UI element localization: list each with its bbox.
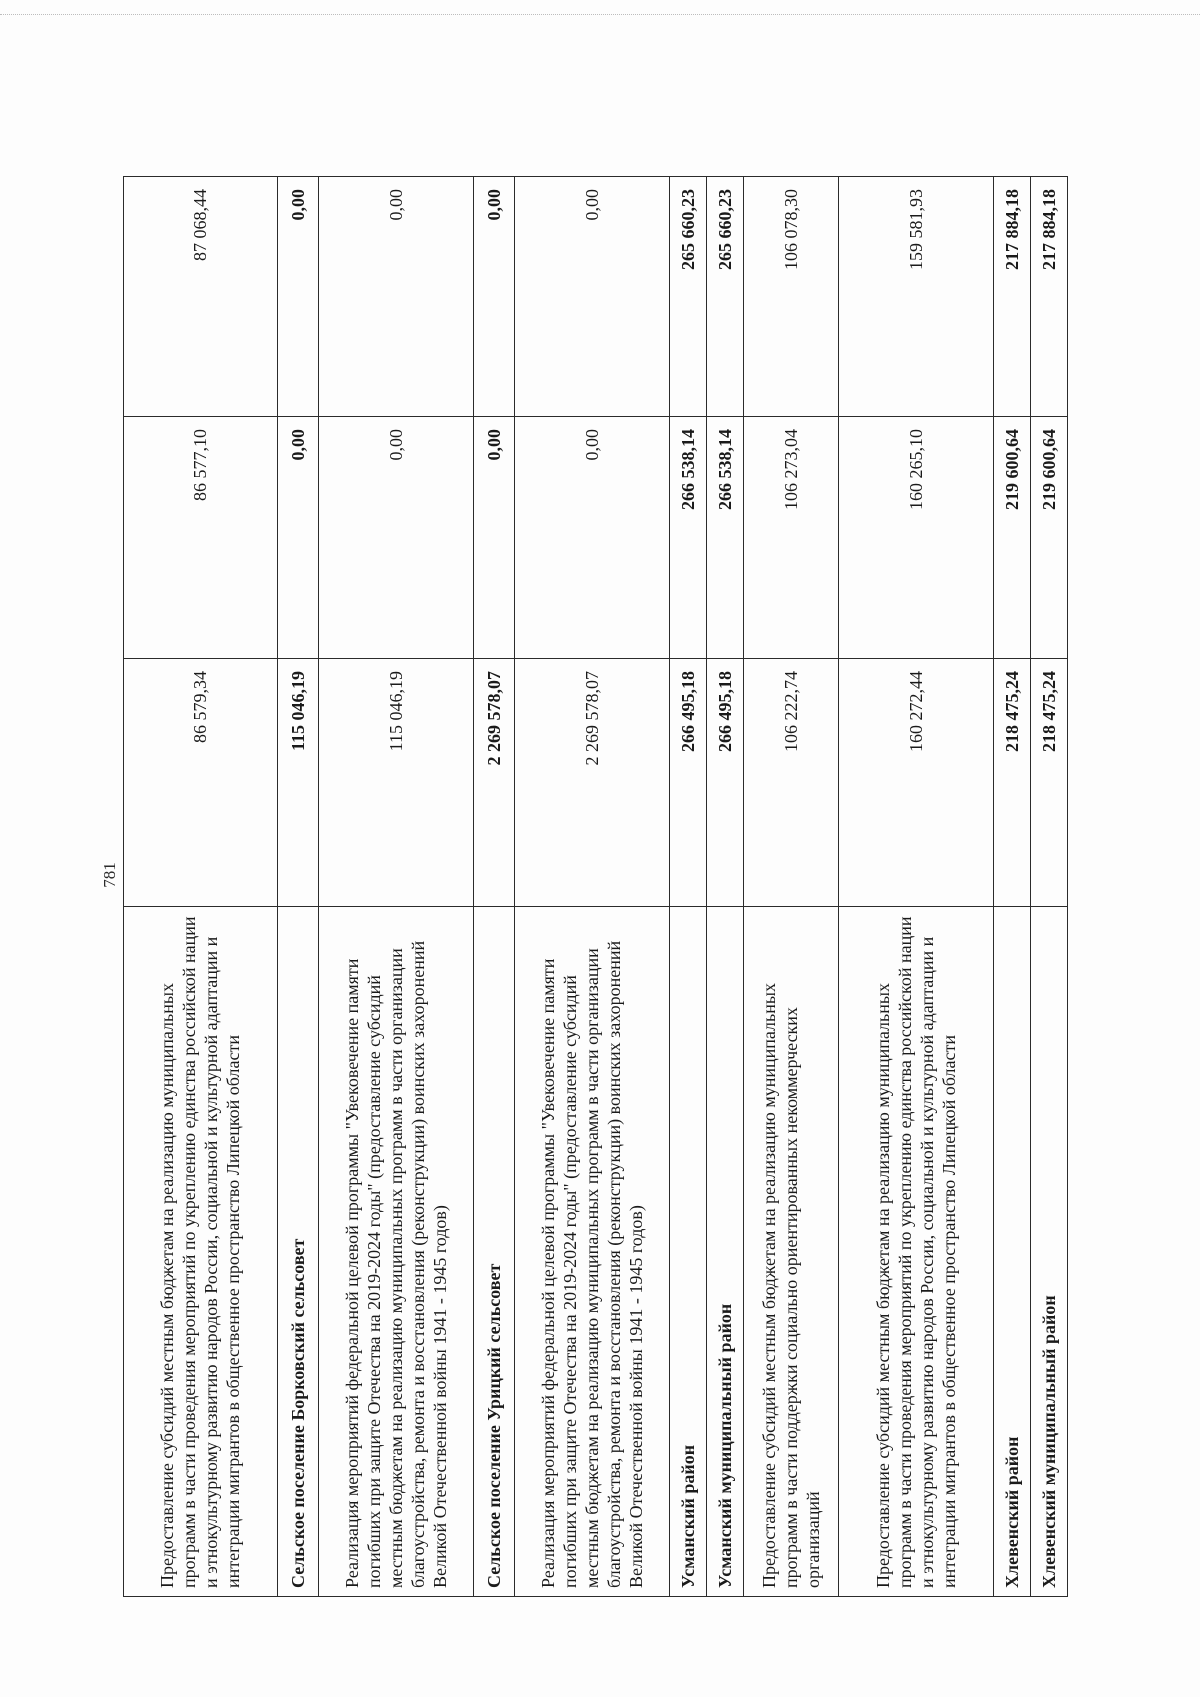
table-row bbox=[706, 177, 743, 1597]
page-number: 781 bbox=[100, 862, 119, 888]
row-value-1: 160 272,44 bbox=[838, 659, 994, 907]
table-row bbox=[1031, 177, 1068, 1597]
row-value-3: 0,00 bbox=[277, 177, 318, 417]
row-value-3: 0,00 bbox=[474, 177, 515, 417]
row-value-2: 0,00 bbox=[515, 417, 670, 659]
row-value-3: 265 660,23 bbox=[706, 177, 743, 417]
row-description: Предоставление субсидий местным бюджетам на реализацию муниципальных программ в части проведения мероприятий по укреплению единства российской нации и этнокультурному развитию народов России, социальной и культурной адаптации и интеграции мигрантов в общественное пространство Липецкой области bbox=[124, 907, 278, 1597]
row-description: Предоставление субсидий местным бюджетам на реализацию муниципальных программ в части проведения мероприятий по укреплению единства российской нации и этнокультурному развитию народов России, социальной и культурной адаптации и интеграции мигрантов в общественное пространство Липецкой области bbox=[838, 907, 994, 1597]
row-description: Хлевенский муниципальный район bbox=[1031, 907, 1068, 1597]
row-value-3: 217 884,18 bbox=[994, 177, 1031, 417]
row-value-2: 160 265,10 bbox=[838, 417, 994, 659]
table-row bbox=[277, 177, 318, 1597]
row-description: Хлевенский район bbox=[994, 907, 1031, 1597]
row-description: Усманский район bbox=[670, 907, 707, 1597]
row-value-2: 0,00 bbox=[318, 417, 474, 659]
table-row bbox=[124, 177, 278, 1597]
row-value-3: 217 884,18 bbox=[1031, 177, 1068, 417]
row-value-1: 218 475,24 bbox=[1031, 659, 1068, 907]
row-value-3: 265 660,23 bbox=[670, 177, 707, 417]
table-row bbox=[743, 177, 838, 1597]
row-value-1: 2 269 578,07 bbox=[515, 659, 670, 907]
row-description: Усманский муниципальный район bbox=[706, 907, 743, 1597]
scan-edge-line bbox=[0, 14, 1200, 15]
row-value-2: 266 538,14 bbox=[670, 417, 707, 659]
row-value-2: 106 273,04 bbox=[743, 417, 838, 659]
row-value-3: 87 068,44 bbox=[124, 177, 278, 417]
row-description: Сельское поселение Борковский сельсовет bbox=[277, 907, 318, 1597]
row-value-1: 115 046,19 bbox=[277, 659, 318, 907]
table-row bbox=[670, 177, 707, 1597]
rotated-table-container bbox=[123, 177, 1068, 1597]
row-value-3: 0,00 bbox=[515, 177, 670, 417]
row-value-3: 0,00 bbox=[318, 177, 474, 417]
row-value-2: 86 577,10 bbox=[124, 417, 278, 659]
table-row bbox=[318, 177, 474, 1597]
row-value-1: 2 269 578,07 bbox=[474, 659, 515, 907]
row-value-1: 266 495,18 bbox=[670, 659, 707, 907]
row-description: Реализация мероприятий федеральной целевой программы "Увековечение памяти погибших при защите Отечества на 2019-2024 годы" (предоставление субсидий местным бюджетам на реализацию муниципальных программ в части организации благоустройства, ремонта и восстановления (реконструкции) воинских захоронений Великой Отечественной войны 1941 - 1945 годов) bbox=[515, 907, 670, 1597]
row-value-2: 219 600,64 bbox=[1031, 417, 1068, 659]
budget-table bbox=[123, 176, 1068, 1597]
row-value-1: 106 222,74 bbox=[743, 659, 838, 907]
table-row bbox=[994, 177, 1031, 1597]
row-value-3: 106 078,30 bbox=[743, 177, 838, 417]
row-value-1: 218 475,24 bbox=[994, 659, 1031, 907]
row-value-3: 159 581,93 bbox=[838, 177, 994, 417]
row-value-1: 86 579,34 bbox=[124, 659, 278, 907]
table-row bbox=[515, 177, 670, 1597]
row-description: Реализация мероприятий федеральной целевой программы "Увековечение памяти погибших при защите Отечества на 2019-2024 годы" (предоставление субсидий местным бюджетам на реализацию муниципальных программ в части организации благоустройства, ремонта и восстановления (реконструкции) воинских захоронений Великой Отечественной войны 1941 - 1945 годов) bbox=[318, 907, 474, 1597]
row-description: Предоставление субсидий местным бюджетам на реализацию муниципальных программ в части поддержки социально ориентированных некоммерческих организаций bbox=[743, 907, 838, 1597]
row-value-2: 219 600,64 bbox=[994, 417, 1031, 659]
table-row bbox=[474, 177, 515, 1597]
table-row bbox=[838, 177, 994, 1597]
row-value-2: 0,00 bbox=[474, 417, 515, 659]
row-value-2: 266 538,14 bbox=[706, 417, 743, 659]
row-description: Сельское поселение Урицкий сельсовет bbox=[474, 907, 515, 1597]
row-value-1: 266 495,18 bbox=[706, 659, 743, 907]
row-value-1: 115 046,19 bbox=[318, 659, 474, 907]
row-value-2: 0,00 bbox=[277, 417, 318, 659]
